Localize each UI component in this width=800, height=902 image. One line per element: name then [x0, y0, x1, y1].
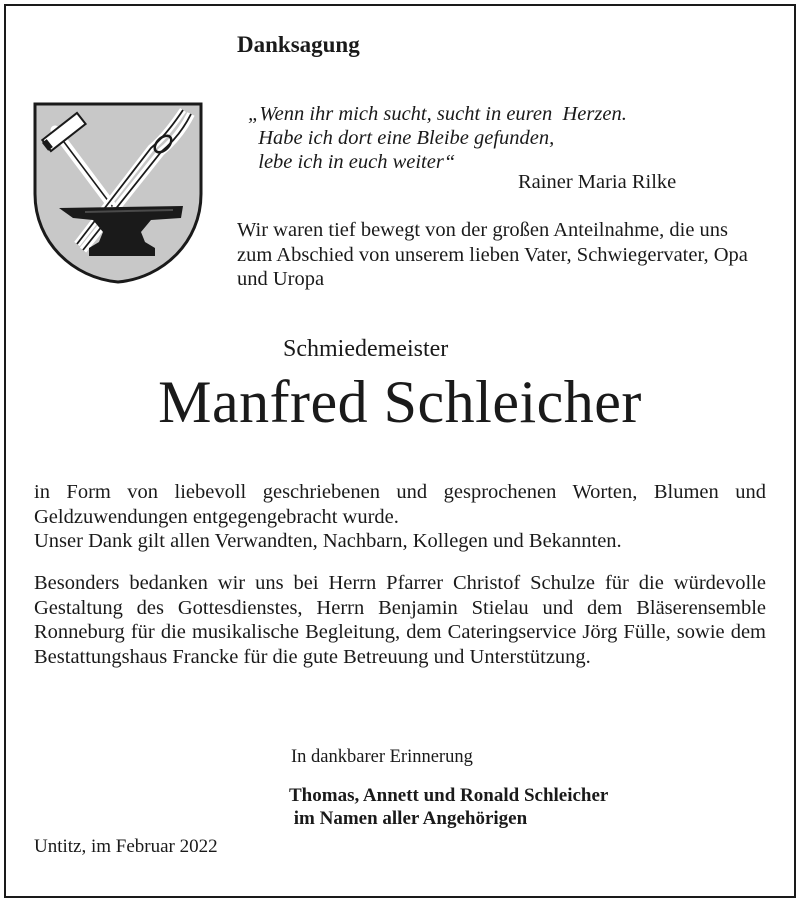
quote-line: lebe ich in euch weiter“ [248, 151, 456, 173]
place-date: Untitz, im Februar 2022 [34, 836, 218, 857]
intro-text: Wir waren tief bewegt von der großen Anteilnahme, die uns zum Abschied von unserem lieben Vater, Schwiegervater, Opa und Uropa [237, 219, 748, 290]
notice-heading: Danksagung [237, 32, 360, 57]
quote-line: „Wenn ihr mich sucht, sucht in euren Herzen. [248, 103, 627, 125]
deceased-occupation: Schmiedemeister [283, 336, 449, 362]
body-paragraph-1 [34, 480, 766, 554]
body-text: in Form von liebevoll geschriebenen und gesprochenen Worten, Blumen und Geldzuwendungen entgegengebracht wurde. [34, 481, 766, 528]
signers [289, 784, 608, 830]
memory-line: In dankbarer Erinnerung [291, 747, 473, 767]
body-text: Unser Dank gilt allen Verwandten, Nachbarn, Kollegen und Bekannten. [34, 530, 622, 552]
signer-names: Thomas, Annett und Ronald Schleicher [289, 785, 609, 806]
body-paragraph-2 [34, 571, 766, 669]
quote-author: Rainer Maria Rilke [518, 171, 677, 193]
signer-behalf: im Namen aller Angehörigen [289, 808, 528, 829]
deceased-name: Manfred Schleicher [158, 369, 642, 435]
body-text: Besonders bedanken wir uns bei Herrn Pfarrer Christof Schulze für die würdevolle Gestaltung des Gottesdienstes, Herrn Benjamin Stielau und dem Bläserensemble Ronneburg für die musikalische Begleitung, dem Cateringservice Jörg Fülle, sowie dem Bestattungshaus Francke für die gute Betreuung und Unterstützung. [34, 572, 766, 668]
rilke-quote [248, 102, 627, 174]
quote-line: Habe ich dort eine Bleibe gefunden, [248, 127, 555, 149]
blacksmith-crest-icon [33, 102, 203, 284]
